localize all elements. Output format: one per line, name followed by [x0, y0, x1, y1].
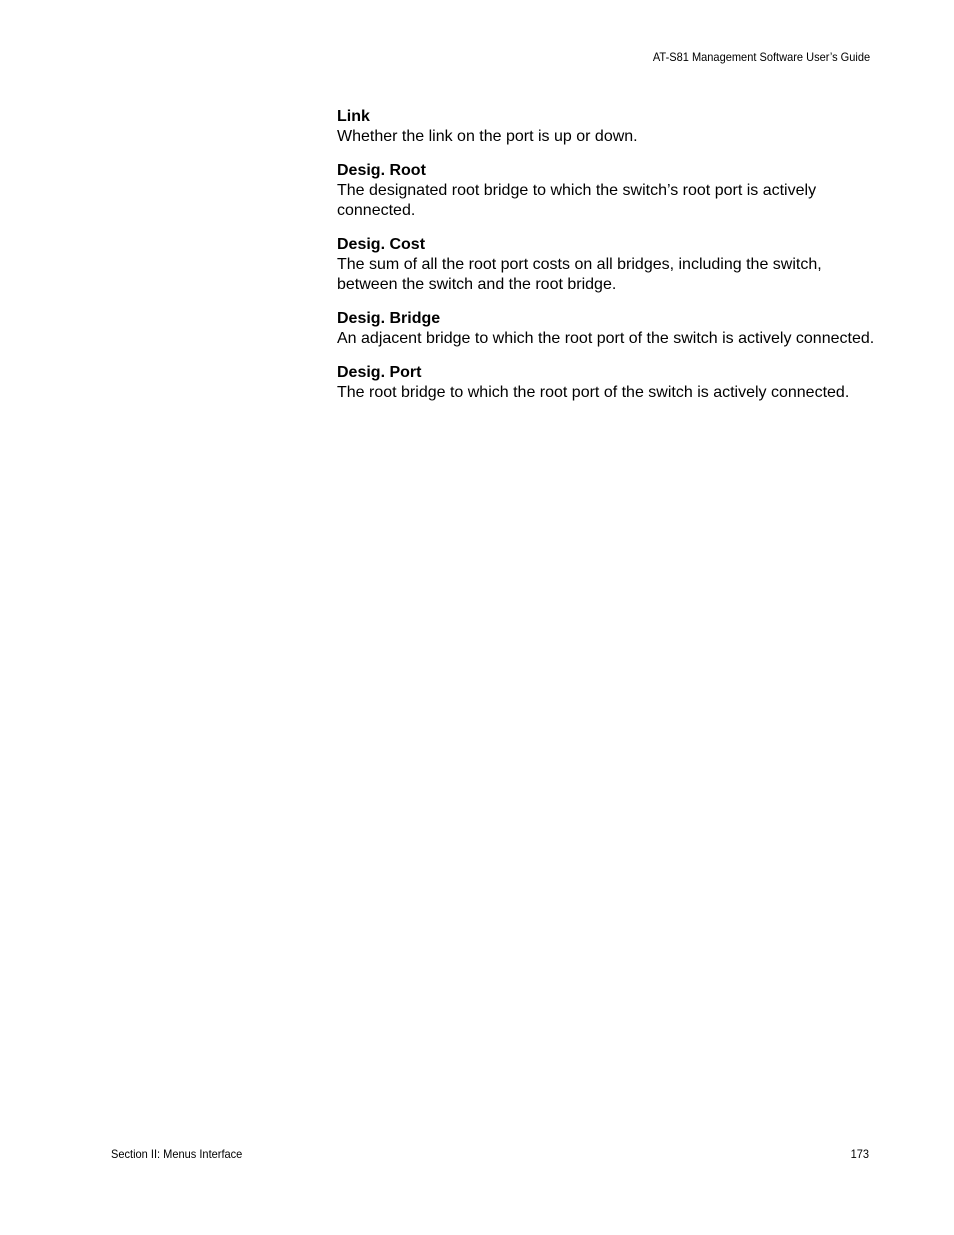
definition-list — [337, 107, 877, 417]
footer-section: Section II: Menus Interface — [111, 1147, 243, 1161]
term-definition: The sum of all the root port costs on all bridges, including the switch, between the switch and the root bridge. — [337, 256, 822, 293]
term-heading: Link — [337, 108, 370, 125]
entry-desig-port — [337, 363, 877, 403]
term-definition: An adjacent bridge to which the root port of the switch is actively connected. — [337, 330, 875, 347]
term-heading: Desig. Bridge — [337, 310, 441, 327]
term-definition: The designated root bridge to which the switch’s root port is actively connected. — [337, 182, 817, 219]
entry-desig-cost — [337, 235, 877, 295]
entry-desig-bridge — [337, 309, 877, 349]
term-heading: Desig. Cost — [337, 236, 426, 253]
running-header: AT-S81 Management Software User’s Guide — [652, 50, 870, 64]
entry-desig-root — [337, 161, 877, 221]
term-definition: The root bridge to which the root port of the switch is actively connected. — [337, 384, 850, 401]
page-number: 173 — [850, 1147, 869, 1161]
term-definition: Whether the link on the port is up or down. — [337, 128, 638, 145]
term-heading: Desig. Root — [337, 162, 426, 179]
term-heading: Desig. Port — [337, 364, 422, 381]
entry-link — [337, 107, 877, 147]
